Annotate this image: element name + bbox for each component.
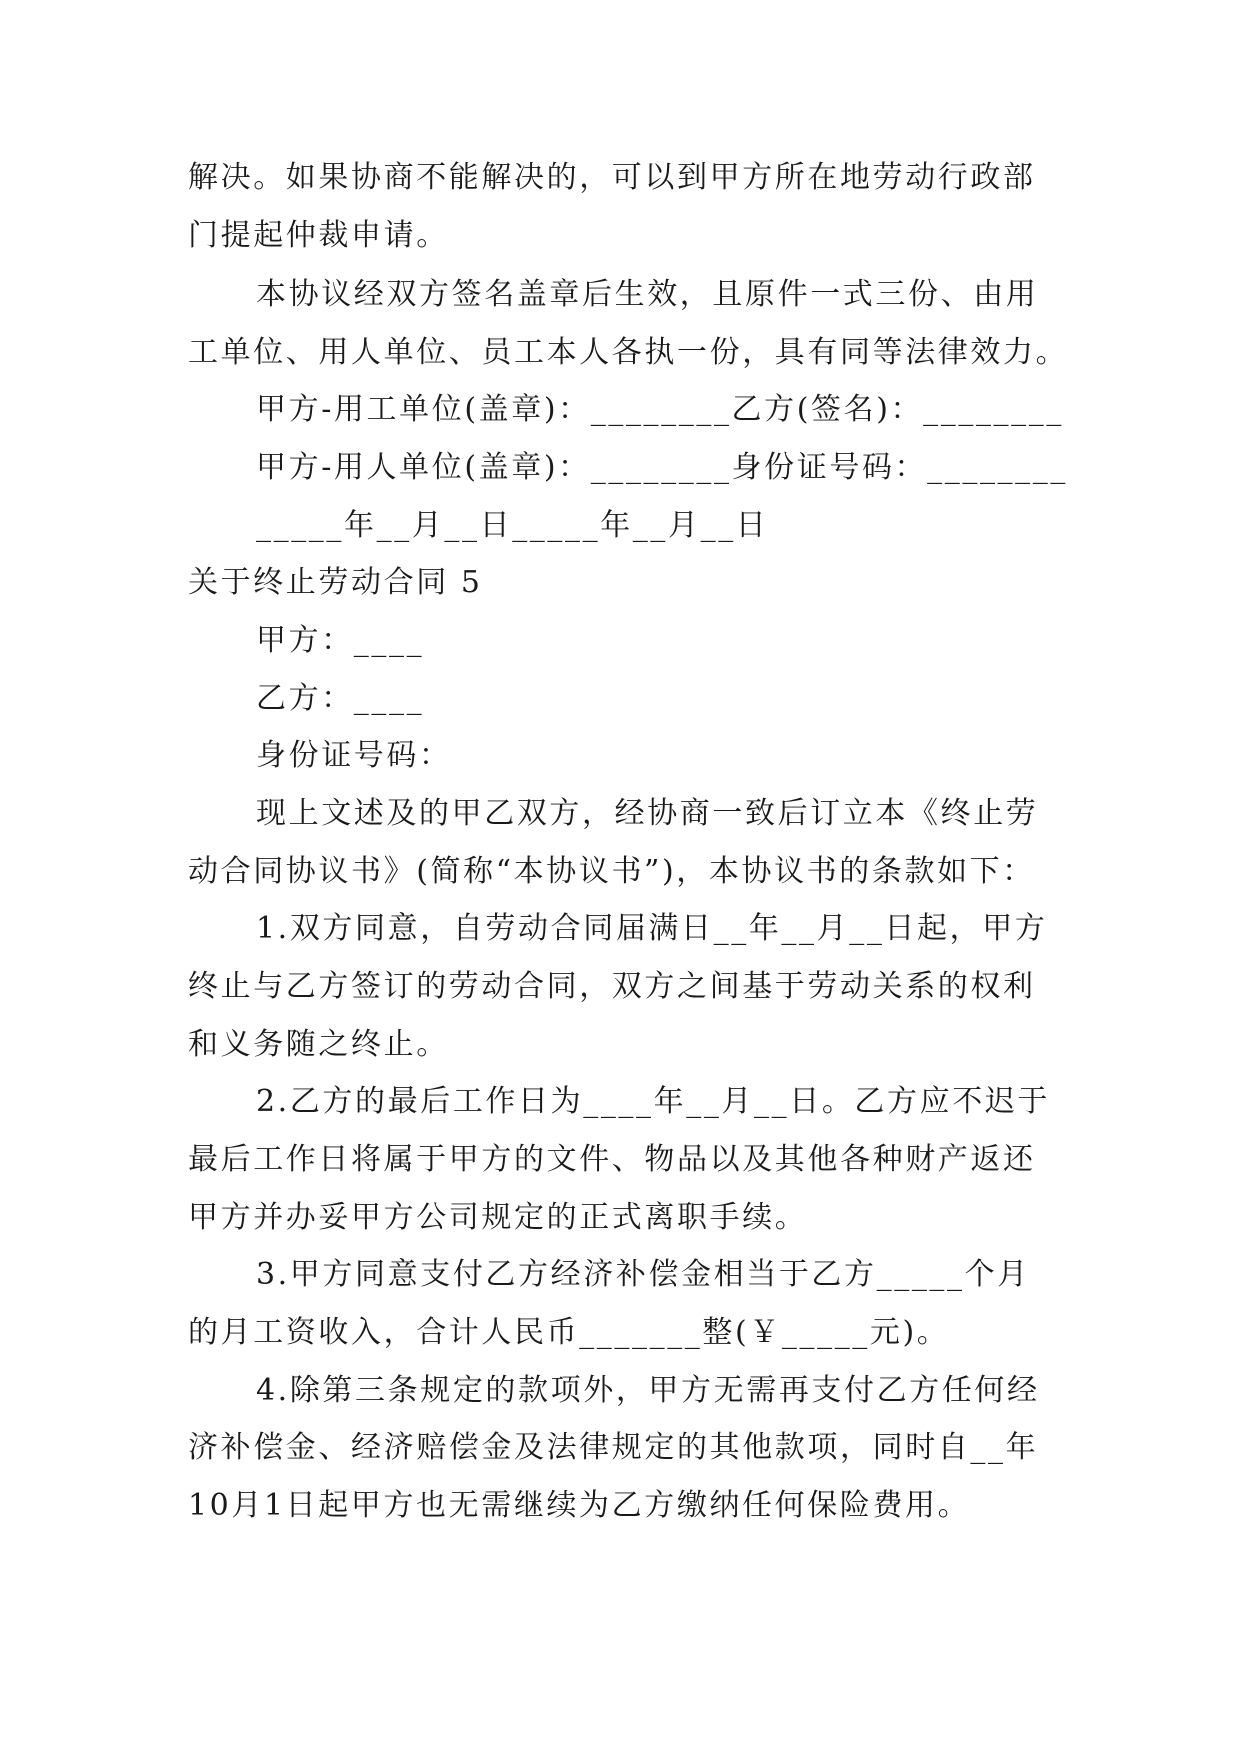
id-number-line: 身份证号码： — [256, 738, 452, 773]
clause-4-line: 济补偿金、经济赔偿金及法律规定的其他款项，同时自__年 — [188, 1430, 1039, 1465]
party-b-line: 乙方：____ — [256, 681, 425, 716]
paragraph-line: 工单位、用人单位、员工本人各执一份，具有同等法律效力。 — [188, 335, 1069, 370]
clause-4-line: 10月1日起甲方也无需继续为乙方缴纳任何保险费用。 — [188, 1488, 971, 1523]
paragraph-line: 解决。如果协商不能解决的，可以到甲方所在地劳动行政部 — [188, 160, 1036, 195]
clause-1-line: 和义务随之终止。 — [188, 1027, 449, 1062]
clause-3-line: 3.甲方同意支付乙方经济补偿金相当于乙方_____个月 — [256, 1257, 1030, 1292]
date-line: _____年__月__日_____年__月__日 — [256, 508, 769, 543]
paragraph-line: 动合同协议书》(简称“本协议书”)，本协议书的条款如下： — [188, 854, 1035, 889]
party-a-line: 甲方：____ — [256, 623, 425, 658]
clause-1-line: 1.双方同意，自劳动合同届满日__年__月__日起，甲方 — [256, 911, 1048, 946]
signature-line-user-unit: 甲方-用人单位(盖章)：________身份证号码：________ — [256, 450, 1068, 485]
clause-2-line: 最后工作日将属于甲方的文件、物品以及其他各种财产返还 — [188, 1142, 1036, 1177]
clause-3-line: 的月工资收入，合计人民币_______整(￥_____元)。 — [188, 1315, 950, 1350]
paragraph-line: 现上文述及的甲乙双方，经协商一致后订立本《终止劳 — [256, 796, 1039, 831]
paragraph-line: 门提起仲裁申请。 — [188, 218, 449, 253]
section-title: 关于终止劳动合同 5 — [188, 565, 483, 600]
clause-2-line: 2.乙方的最后工作日为____年__月__日。乙方应不迟于 — [256, 1084, 1051, 1119]
paragraph-line: 本协议经双方签名盖章后生效，且原件一式三份、由用 — [256, 277, 1039, 312]
clause-1-line: 终止与乙方签订的劳动合同，双方之间基于劳动关系的权利 — [188, 969, 1036, 1004]
clause-4-line: 4.除第三条规定的款项外，甲方无需再支付乙方任何经 — [256, 1373, 1040, 1408]
signature-line-employer: 甲方-用工单位(盖章)：________乙方(签名)：________ — [256, 392, 1064, 427]
clause-2-line: 甲方并办妥甲方公司规定的正式离职手续。 — [188, 1200, 808, 1235]
